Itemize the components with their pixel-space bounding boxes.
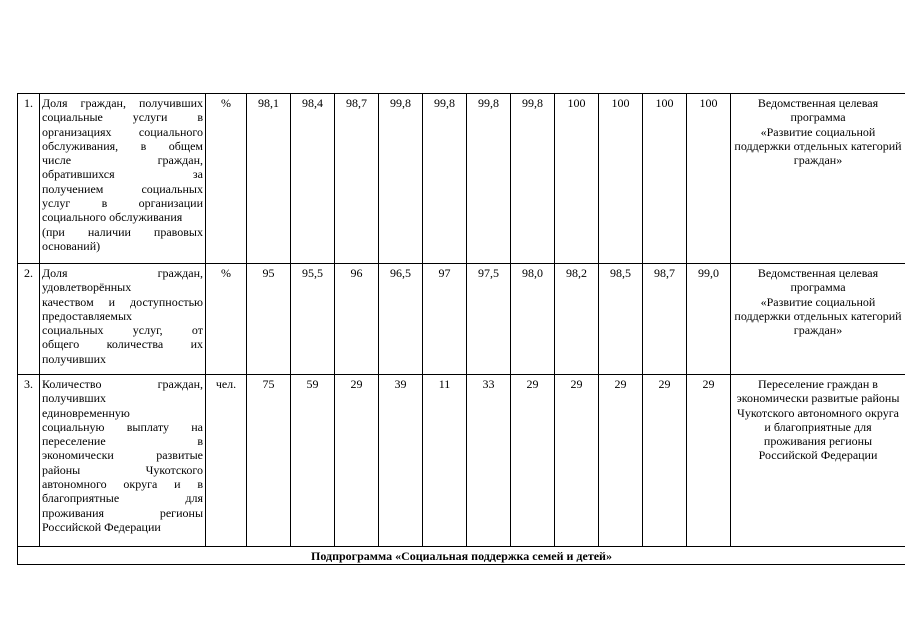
- indicator-name-line: социальных услуг, от: [42, 323, 203, 338]
- indicator-name-line: обратившихся за: [42, 167, 203, 182]
- program-line: «Развитие социальной поддержки отдельных категорий граждан»: [734, 294, 902, 338]
- value-cell: 98,7: [643, 264, 687, 375]
- indicator-name-line: качеством и доступностью: [42, 294, 203, 309]
- indicator-name-line: социального обслуживания: [42, 210, 183, 225]
- value-cell: 95,5: [291, 264, 335, 375]
- indicator-name-line: социальную выплату на: [42, 419, 203, 434]
- value-cell: 29: [643, 375, 687, 547]
- program-line: Ведомственная целевая программа: [757, 266, 879, 295]
- indicator-name-line: Российской Федерации: [42, 519, 161, 534]
- row-number: 2.: [18, 264, 40, 375]
- value-cell: 97,5: [467, 264, 511, 375]
- indicator-name-line: обслуживания, в общем: [42, 138, 203, 153]
- indicator-name-line: организациях социального: [42, 124, 203, 139]
- unit-cell: %: [206, 264, 247, 375]
- indicator-name-line: единовременную: [42, 405, 130, 420]
- program-line: Переселение граждан в экономически развитые районы Чукотского автономного округа и благоприятные для проживания регионы Российской Федерации: [736, 377, 900, 463]
- indicator-name-line: (при наличии правовых: [42, 224, 203, 239]
- indicator-name-line: предоставляемых: [42, 308, 133, 323]
- value-cell: 100: [599, 94, 643, 264]
- value-cell: 59: [291, 375, 335, 547]
- value-cell: 33: [467, 375, 511, 547]
- value-cell: 98,4: [291, 94, 335, 264]
- row-number: 1.: [18, 94, 40, 264]
- indicators-table: [17, 93, 905, 565]
- program-cell: [731, 264, 905, 375]
- table-row: [18, 375, 905, 547]
- value-cell: 100: [687, 94, 731, 264]
- indicator-name-line: автономного округа и в: [42, 477, 203, 492]
- indicator-name-line: Доля граждан, получивших: [42, 96, 203, 110]
- subprogram-title: Подпрограмма «Социальная поддержка семей и детей»: [18, 547, 905, 565]
- row-number: 3.: [18, 375, 40, 547]
- indicator-name-line: числе граждан,: [42, 153, 203, 168]
- value-cell: 29: [687, 375, 731, 547]
- value-cell: 98,7: [335, 94, 379, 264]
- indicator-name-line: удовлетворённых: [42, 280, 132, 295]
- value-cell: 100: [643, 94, 687, 264]
- indicator-name-line: общего количества их: [42, 337, 203, 352]
- indicator-name-line: переселение в: [42, 434, 203, 449]
- value-cell: 99,8: [511, 94, 555, 264]
- indicator-name-line: социальные услуги в: [42, 110, 203, 125]
- value-cell: 29: [511, 375, 555, 547]
- value-cell: 99,8: [467, 94, 511, 264]
- value-cell: 96: [335, 264, 379, 375]
- program-cell: [731, 375, 905, 547]
- value-cell: 95: [247, 264, 291, 375]
- indicator-name-line: получивших: [42, 351, 107, 366]
- value-cell: 97: [423, 264, 467, 375]
- indicator-name-line: получением социальных: [42, 181, 203, 196]
- unit-cell: чел.: [206, 375, 247, 547]
- indicator-name-line: получивших: [42, 391, 107, 406]
- value-cell: 29: [555, 375, 599, 547]
- value-cell: 98,0: [511, 264, 555, 375]
- indicator-name-line: оснований): [42, 238, 101, 253]
- value-cell: 98,1: [247, 94, 291, 264]
- value-cell: 98,2: [555, 264, 599, 375]
- value-cell: 11: [423, 375, 467, 547]
- subprogram-row: [18, 547, 905, 565]
- program-line: «Развитие социальной поддержки отдельных категорий граждан»: [734, 124, 902, 168]
- indicator-name-line: Количество граждан,: [42, 377, 203, 391]
- unit-cell: %: [206, 94, 247, 264]
- table-row: [18, 94, 905, 264]
- value-cell: 29: [599, 375, 643, 547]
- value-cell: 98,5: [599, 264, 643, 375]
- indicator-name: [40, 375, 206, 547]
- table-row: [18, 264, 905, 375]
- value-cell: 99,8: [423, 94, 467, 264]
- indicator-name-line: Доля граждан,: [42, 266, 203, 280]
- value-cell: 99,0: [687, 264, 731, 375]
- indicator-name: [40, 94, 206, 264]
- program-cell: [731, 94, 905, 264]
- value-cell: 29: [335, 375, 379, 547]
- value-cell: 99,8: [379, 94, 423, 264]
- indicator-name-line: районы Чукотского: [42, 462, 203, 477]
- indicator-name-line: экономически развитые: [42, 448, 203, 463]
- indicator-name: [40, 264, 206, 375]
- indicator-name-line: проживания регионы: [42, 505, 203, 520]
- program-line: Ведомственная целевая программа: [757, 96, 879, 125]
- value-cell: 96,5: [379, 264, 423, 375]
- value-cell: 75: [247, 375, 291, 547]
- indicator-name-line: услуг в организации: [42, 196, 203, 211]
- value-cell: 100: [555, 94, 599, 264]
- value-cell: 39: [379, 375, 423, 547]
- indicator-name-line: благоприятные для: [42, 491, 203, 506]
